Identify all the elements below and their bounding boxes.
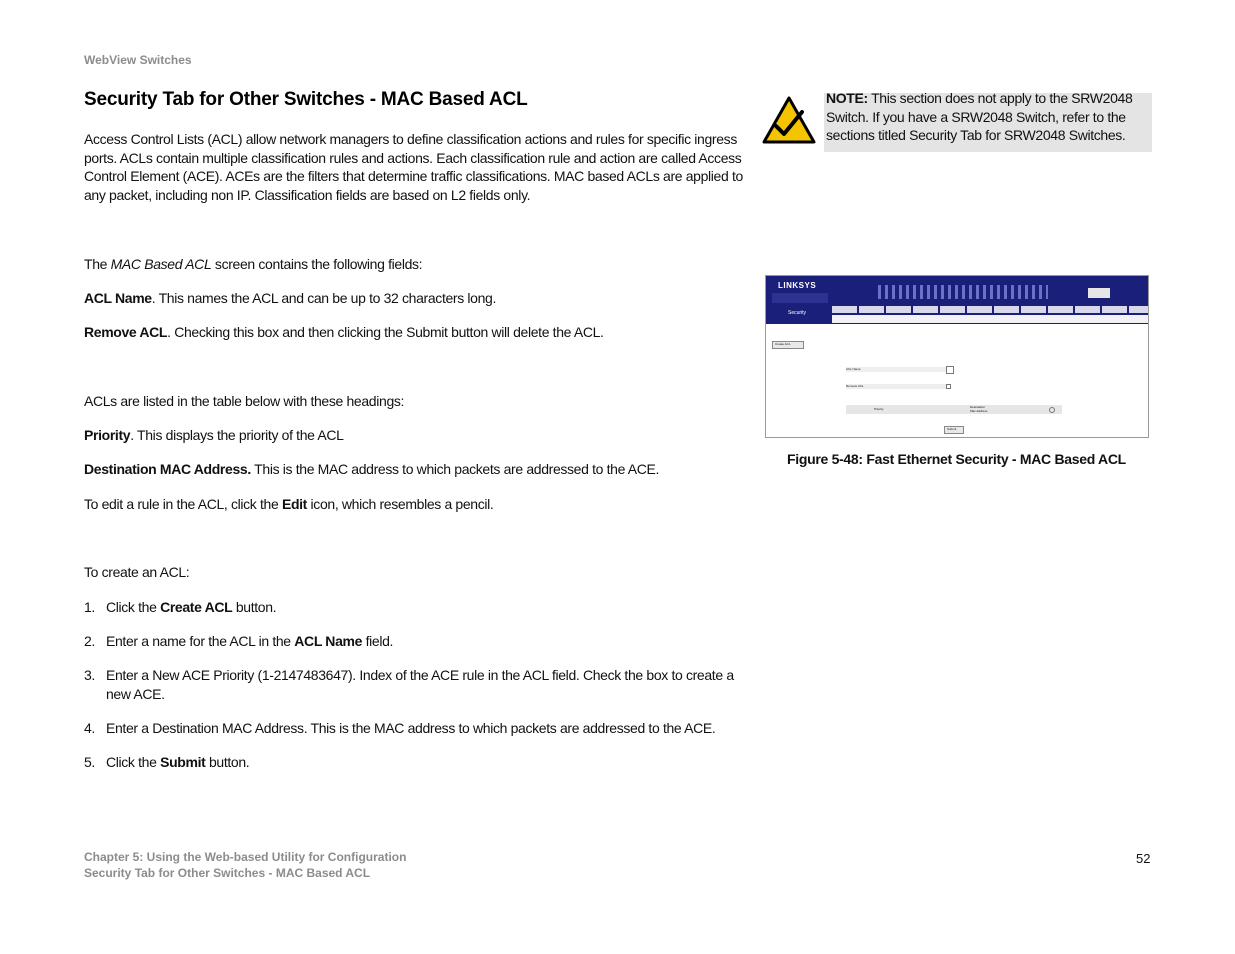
acl-name-label: ACL Name	[846, 367, 861, 371]
edit-icon	[1049, 407, 1055, 413]
list-item: 5. Click the Submit button.	[84, 754, 250, 770]
col-destination: Destination	[970, 405, 986, 409]
figure-caption: Figure 5-48: Fast Ethernet Security - MAC Based ACL	[787, 451, 1126, 467]
create-acl-button-label: Create ACL	[775, 342, 791, 346]
acl-name-select	[946, 366, 954, 374]
running-header: WebView Switches	[84, 53, 192, 67]
section-title: Security Tab for Other Switches - MAC Based ACL	[84, 89, 528, 110]
footer-chapter: Chapter 5: Using the Web-based Utility for Configuration	[84, 850, 407, 864]
note-text: NOTE: This section does not apply to the SRW2048 Switch. If you have a SRW2048 Switch, refer to the sections titled Security Tab for SRW2048 Switches.	[826, 90, 1133, 143]
cisco-logo-icon	[1088, 288, 1110, 298]
figure-screenshot	[765, 275, 1149, 438]
submit-button-label: Submit	[947, 427, 957, 431]
edit-note: To edit a rule in the ACL, click the Edit icon, which resembles a pencil.	[84, 496, 494, 512]
field-acl-name: ACL Name. This names the ACL and can be up to 32 characters long.	[84, 290, 497, 306]
page-number: 52	[1136, 851, 1151, 866]
heading-priority: Priority. This displays the priority of the ACL	[84, 427, 344, 443]
remove-acl-label: Remove ACL	[846, 384, 864, 388]
remove-acl-checkbox	[946, 384, 951, 389]
fields-intro: The MAC Based ACL screen contains the following fields:	[84, 256, 423, 272]
footer-section: Security Tab for Other Switches - MAC Based ACL	[84, 866, 371, 880]
list-item: 2. Enter a name for the ACL in the ACL Name field.	[84, 633, 394, 649]
list-item: 4. Enter a Destination MAC Address. This is the MAC address to which packets are addressed to the ACE.	[84, 720, 716, 736]
linksys-logo: LINKSYS	[778, 281, 817, 290]
checkmark-note-icon	[762, 96, 816, 144]
list-item: 1. Click the Create ACL button.	[84, 599, 277, 615]
field-remove-acl: Remove ACL. Checking this box and then clicking the Submit button will delete the ACL.	[84, 324, 604, 340]
screenshot-tabs	[832, 306, 1148, 313]
col-priority: Priority	[874, 407, 884, 411]
port-indicators	[878, 285, 1048, 299]
create-intro: To create an ACL:	[84, 564, 190, 580]
list-item: 3. Enter a New ACE Priority (1-2147483647). Index of the ACE rule in the ACL field. Check the box to create a new ACE.	[84, 667, 734, 702]
screenshot-section-label: Security	[788, 310, 807, 316]
acl-name-row	[846, 367, 946, 372]
headings-intro: ACLs are listed in the table below with these headings:	[84, 393, 405, 409]
intro-paragraph: Access Control Lists (ACL) allow network managers to define classification actions and rules for specific ingress ports. ACLs contain multiple classification rules and actions. Each classification rule and action are called Access Control Element (ACE). ACEs are the filters that determine traffic classifications. MAC based ACLs are applied to any packet, including non IP. Classification fields are based on L2 fields only.	[84, 131, 743, 203]
screenshot-subnav	[832, 315, 1148, 323]
col-mac-address: Mac Address	[970, 409, 988, 413]
screenshot-subbrand	[772, 293, 828, 303]
heading-destination-mac: Destination MAC Address. This is the MAC address to which packets are addressed to the ACE.	[84, 461, 660, 477]
